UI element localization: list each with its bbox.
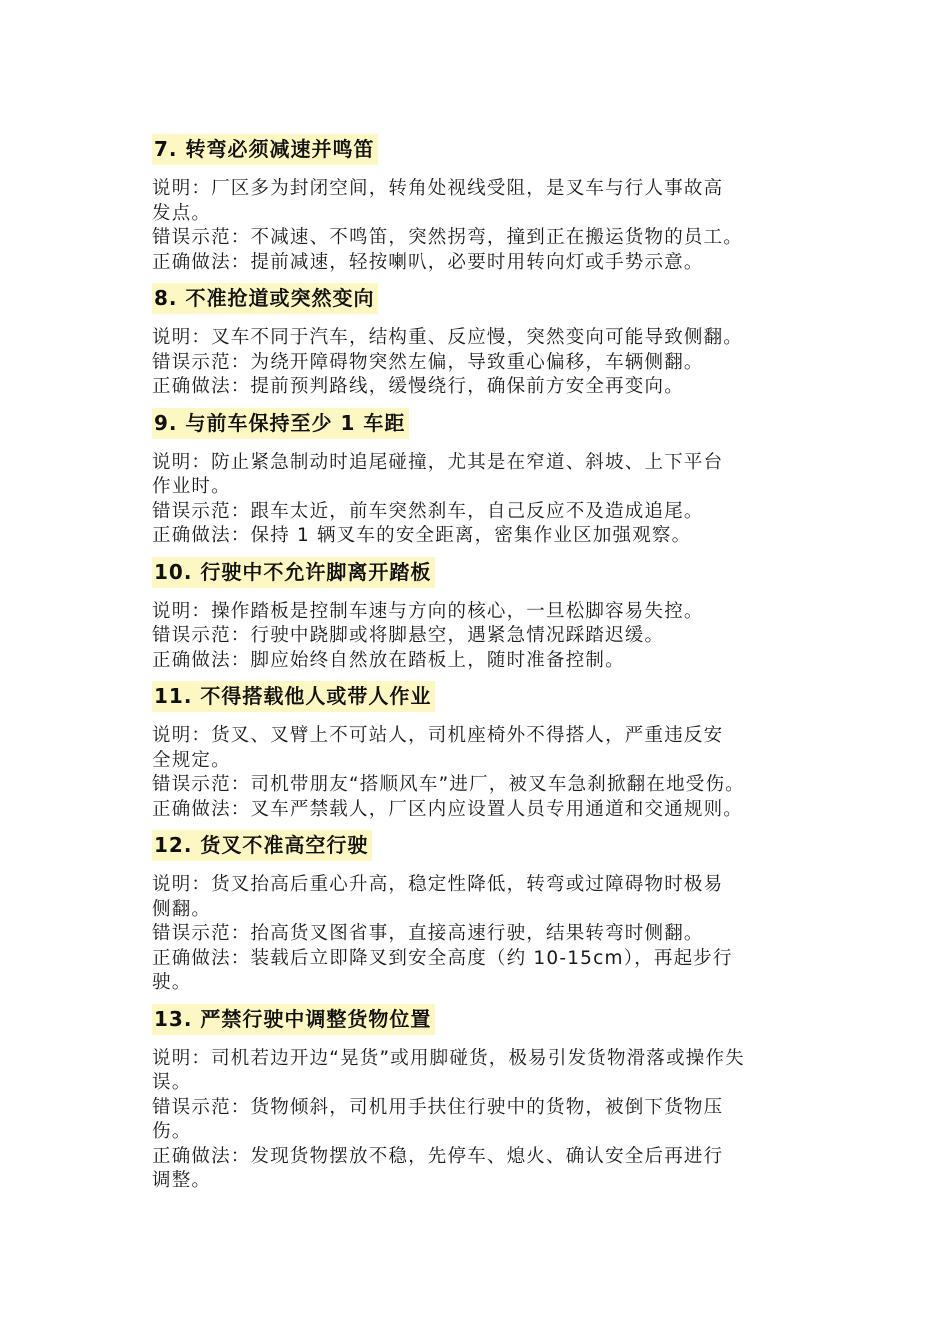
- section-body: [152, 724, 802, 822]
- section-body: [152, 326, 802, 400]
- wrong-example-line: 错误示范：为绕开障碍物突然左偏，导致重心偏移，车辆侧翻。: [152, 351, 704, 373]
- rule-section-10: [152, 557, 802, 674]
- wrong-example-line: 伤。: [152, 1121, 192, 1142]
- section-heading: 11. 不得搭载他人或带人作业: [152, 681, 435, 712]
- wrong-example-line: 错误示范：不减速、不鸣笛，突然拐弯，撞到正在搬运货物的员工。: [152, 227, 744, 248]
- explanation-line: 说明：防止紧急制动时追尾碰撞，尤其是在窄道、斜坡、上下平台: [152, 451, 724, 473]
- correct-practice-line: 驶。: [152, 972, 192, 993]
- document-page: [152, 134, 802, 1202]
- explanation-line: 说明：货叉抬高后重心升高，稳定性降低，转弯或过障碍物时极易: [152, 874, 724, 895]
- section-body: [152, 451, 802, 549]
- explanation-line: 发点。: [152, 202, 212, 224]
- correct-practice-line: 正确做法：提前减速，轻按喇叭，必要时用转向灯或手势示意。: [152, 251, 704, 273]
- correct-practice-line: 正确做法：叉车严禁载人，厂区内应设置人员专用通道和交通规则。: [152, 798, 744, 820]
- correct-practice-line: 正确做法：保持 1 辆叉车的安全距离，密集作业区加强观察。: [152, 525, 692, 546]
- correct-practice-line: 正确做法：发现货物摆放不稳，先停车、熄火、确认安全后再进行: [152, 1145, 724, 1167]
- explanation-line: 侧翻。: [152, 898, 212, 920]
- rule-section-7: [152, 134, 802, 275]
- rule-section-13: [152, 1004, 802, 1194]
- wrong-example-line: 错误示范：抬高货叉图省事，直接高速行驶，结果转弯时侧翻。: [152, 923, 704, 944]
- section-body: [152, 177, 802, 275]
- correct-practice-line: 正确做法：装载后立即降叉到安全高度（约 10-15cm），再起步行: [152, 947, 733, 969]
- section-heading: 7. 转弯必须减速并鸣笛: [152, 134, 378, 165]
- rule-section-12: [152, 830, 802, 996]
- correct-practice-line: 调整。: [152, 1170, 212, 1191]
- explanation-line: 全规定。: [152, 749, 231, 771]
- correct-practice-line: 正确做法：提前预判路线，缓慢绕行，确保前方安全再变向。: [152, 376, 684, 397]
- rule-section-9: [152, 408, 802, 549]
- explanation-line: 说明：叉车不同于汽车，结构重、反应慢，突然变向可能导致侧翻。: [152, 327, 744, 348]
- section-body: [152, 600, 802, 674]
- rule-section-11: [152, 681, 802, 822]
- rule-section-8: [152, 283, 802, 400]
- explanation-line: 说明：操作踏板是控制车速与方向的核心，一旦松脚容易失控。: [152, 600, 704, 622]
- section-heading: 13. 严禁行驶中调整货物位置: [152, 1004, 435, 1035]
- wrong-example-line: 错误示范：行驶中跷脚或将脚悬空，遇紧急情况踩踏迟缓。: [152, 625, 665, 646]
- explanation-line: 说明：货叉、叉臂上不可站人，司机座椅外不得搭人，严重违反安: [152, 725, 724, 746]
- wrong-example-line: 错误示范：跟车太近，前车突然刹车，自己反应不及造成追尾。: [152, 500, 704, 522]
- section-heading: 9. 与前车保持至少 1 车距: [152, 408, 409, 439]
- wrong-example-line: 错误示范：货物倾斜，司机用手扶住行驶中的货物，被倒下货物压: [152, 1096, 724, 1118]
- section-body: [152, 1047, 802, 1194]
- explanation-line: 说明：司机若边开边“晃货”或用脚碰货，极易引发货物滑落或操作失: [152, 1047, 745, 1069]
- section-heading: 8. 不准抢道或突然变向: [152, 283, 378, 314]
- explanation-line: 作业时。: [152, 476, 231, 497]
- section-body: [152, 873, 802, 996]
- section-heading: 12. 货叉不准高空行驶: [152, 830, 372, 861]
- section-heading: 10. 行驶中不允许脚离开踏板: [152, 557, 435, 588]
- wrong-example-line: 错误示范：司机带朋友“搭顺风车”进厂，被叉车急刹掀翻在地受伤。: [152, 774, 745, 795]
- explanation-line: 说明：厂区多为封闭空间，转角处视线受阻，是叉车与行人事故高: [152, 178, 724, 199]
- correct-practice-line: 正确做法：脚应始终自然放在踏板上，随时准备控制。: [152, 649, 625, 671]
- explanation-line: 误。: [152, 1072, 192, 1093]
